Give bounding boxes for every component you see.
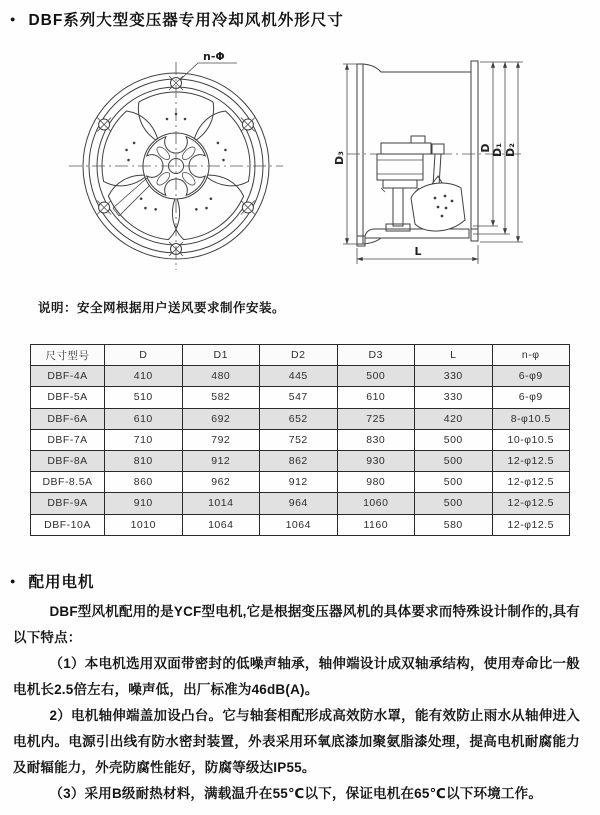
model-cell: DBF-8.5A — [31, 472, 105, 493]
value-cell: 610 — [337, 387, 415, 408]
value-cell: 810 — [105, 450, 183, 471]
table-row — [31, 472, 570, 493]
value-cell: 480 — [182, 366, 260, 387]
value-cell: 500 — [415, 493, 493, 514]
value-cell: 445 — [260, 366, 338, 387]
dim-label-d1: D₁ — [491, 143, 504, 157]
value-cell: 862 — [260, 450, 338, 471]
table-row — [31, 408, 570, 429]
value-cell: 964 — [260, 493, 338, 514]
table-row — [31, 450, 570, 471]
value-cell: 6-φ9 — [492, 387, 570, 408]
value-cell: 1014 — [182, 493, 260, 514]
motor-paragraph-1: （1）本电机选用双面带密封的低噪声轴承，轴伸端设计成双轴承结构，使用寿命比一般电机长2.5倍左右，噪声低，出厂标准为46dB(A)。 — [13, 656, 580, 697]
column-header: D2 — [260, 345, 338, 366]
value-cell: 410 — [105, 366, 183, 387]
fan-side-view-drawing — [325, 48, 595, 290]
motor-description — [13, 599, 580, 807]
technical-drawings — [0, 48, 600, 290]
value-cell: 330 — [415, 366, 493, 387]
value-cell: 610 — [105, 408, 183, 429]
column-header: 尺寸型号 — [31, 345, 105, 366]
hole-count-label: n-Φ — [203, 50, 225, 63]
value-cell: 912 — [260, 472, 338, 493]
value-cell: 500 — [337, 366, 415, 387]
value-cell: 12-φ12.5 — [492, 472, 570, 493]
dim-label-l: L — [414, 245, 422, 258]
value-cell: 420 — [415, 408, 493, 429]
fan-front-view-drawing — [55, 48, 325, 290]
model-cell: DBF-8A — [31, 450, 105, 471]
value-cell: 1160 — [337, 514, 415, 535]
value-cell: 930 — [337, 450, 415, 471]
column-header: D1 — [182, 345, 260, 366]
page-title: DBF系列大型变压器专用冷却风机外形尺寸 — [28, 12, 344, 29]
value-cell: 710 — [105, 429, 183, 450]
section-title-dimensions — [10, 8, 344, 30]
model-cell: DBF-4A — [31, 366, 105, 387]
value-cell: 1064 — [182, 514, 260, 535]
model-cell: DBF-5A — [31, 387, 105, 408]
model-cell: DBF-7A — [31, 429, 105, 450]
model-cell: DBF-9A — [31, 493, 105, 514]
value-cell: 500 — [415, 472, 493, 493]
motor-paragraph-2: 2）电机轴伸端盖加设凸台。它与轴套相配形成高效防水罩，能有效防止雨水从轴伸进入电机内。电源引出线有防水密封装置，外表采用环氧底漆加聚氨脂漆处理，提高电机耐腐能力及耐辐能力，外壳防腐性能好，防腐等级达IP55。 — [13, 708, 580, 775]
value-cell: 830 — [337, 429, 415, 450]
column-header: n-φ — [492, 345, 570, 366]
value-cell: 330 — [415, 387, 493, 408]
value-cell: 752 — [260, 429, 338, 450]
table-row — [31, 387, 570, 408]
value-cell: 1064 — [260, 514, 338, 535]
motor-section-title: 配用电机 — [28, 574, 95, 591]
model-cell: DBF-6A — [31, 408, 105, 429]
column-header: D3 — [337, 345, 415, 366]
table-row — [31, 493, 570, 514]
value-cell: 1010 — [105, 514, 183, 535]
table-header-row — [31, 345, 570, 366]
value-cell: 10-φ10.5 — [492, 429, 570, 450]
value-cell: 980 — [337, 472, 415, 493]
value-cell: 582 — [182, 387, 260, 408]
value-cell: 910 — [105, 493, 183, 514]
section-title-motor — [10, 570, 94, 592]
motor-paragraph-intro: DBF型风机配用的是YCF型电机,它是根据变压器风机的具体要求而特殊设计制作的,具有以下特点： — [13, 604, 580, 645]
value-cell: 6-φ9 — [492, 366, 570, 387]
dim-label-d3: D₃ — [333, 151, 346, 165]
value-cell: 792 — [182, 429, 260, 450]
bullet-icon: ● — [10, 13, 16, 24]
dim-label-d2: D₂ — [504, 143, 517, 157]
model-cell: DBF-10A — [31, 514, 105, 535]
value-cell: 1060 — [337, 493, 415, 514]
value-cell: 912 — [182, 450, 260, 471]
table-row — [31, 514, 570, 535]
value-cell: 860 — [105, 472, 183, 493]
dimensions-table — [30, 344, 570, 536]
value-cell: 547 — [260, 387, 338, 408]
table-row — [31, 429, 570, 450]
value-cell: 580 — [415, 514, 493, 535]
value-cell: 8-φ10.5 — [492, 408, 570, 429]
value-cell: 500 — [415, 450, 493, 471]
value-cell: 510 — [105, 387, 183, 408]
motor-paragraph-3: （3）采用B级耐热材料，满载温升在55℃以下，保证电机在65℃以下环境工作。 — [49, 786, 543, 801]
note-text: 说明：安全网根据用户送风要求制作安装。 — [38, 301, 286, 315]
value-cell: 12-φ12.5 — [492, 514, 570, 535]
value-cell: 652 — [260, 408, 338, 429]
column-header: D — [105, 345, 183, 366]
value-cell: 692 — [182, 408, 260, 429]
value-cell: 725 — [337, 408, 415, 429]
table-row — [31, 366, 570, 387]
value-cell: 962 — [182, 472, 260, 493]
value-cell: 500 — [415, 429, 493, 450]
value-cell: 12-φ12.5 — [492, 450, 570, 471]
column-header: L — [415, 345, 493, 366]
dim-label-d: D — [479, 143, 492, 153]
value-cell: 12-φ12.5 — [492, 493, 570, 514]
bullet-icon: ● — [10, 575, 16, 586]
